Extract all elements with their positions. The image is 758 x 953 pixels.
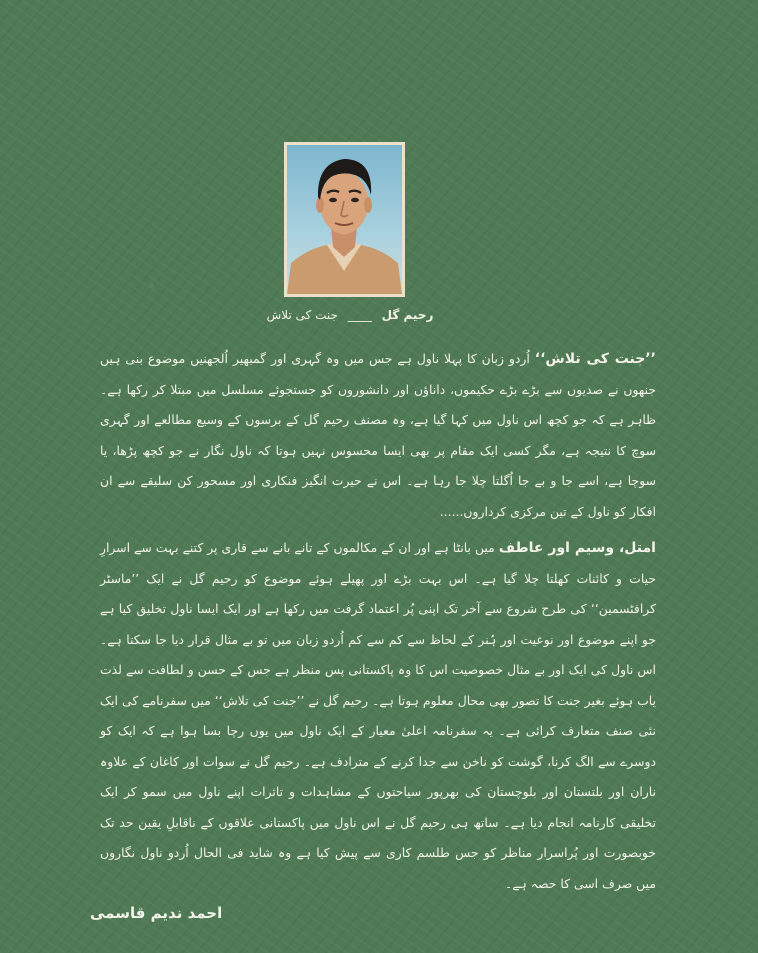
caption-dash: ____	[347, 308, 372, 322]
author-portrait	[284, 142, 405, 297]
paragraph-1	[100, 344, 656, 527]
portrait-illustration	[287, 145, 402, 294]
paragraph-2	[100, 533, 656, 899]
paragraph-2-text: میں بانٹا ہے اور ان کے مکالموں کے تانے بانے سے قاری پر کتنے بہت سے اسرارِ حیات و کائنات کھلتا چلا گیا ہے۔ اس بہت بڑے اور پھیلے ہوئے موضوع کو رحیم گل نے ایک ’’ماسٹر کرافٹسمین‘‘ کی طرح شروع سے آخر تک اپنی پُر اعتماد گرفت میں رکھا ہے اور ایک ایسا ناول تخلیق کیا ہے جو اپنے موضوع اور نوعیت اور ہُنر کے لحاظ سے کم سے کم اُردو زبان میں تو بے مثال قرار دیا جا سکتا ہے۔ اس ناول کی ایک اور بے مثال خصوصیت اس کا وہ پاکستانی پس منظر ہے جس کے حسن و لطافت سے لذت یاب ہوئے بغیر جنت کا تصور بھی محال معلوم ہوتا ہے۔ رحیم گل نے ’’جنت کی تلاش‘‘ میں سفرنامے کی ایک نئی صنف متعارف کرائی ہے۔ یہ سفرنامہ اعلیٰ معیار کے ایک ناول میں یوں رچا بسا ہوا ہے کہ ایک کو دوسرے سے الگ کرنا، گوشت کو ناخن سے جدا کرنے کے مترادف ہے۔ رحیم گل نے سوات اور کاغان کے علاوہ ناران اور بلتستان اور بلوچستان کی بھرپور سیاحتوں کے مشاہدات و تاثرات اپنے ناول میں سمو کر ایک تخلیقی کارنامہ انجام دیا ہے۔ ساتھ ہی رحیم گل نے اس ناول میں پاکستانی علاقوں کے ناقابلِ یقین حد تک خوبصورت اور پُراسرار مناظر کو جس طلسم کاری سے پیش کیا ہے وہ شاید فی الحال اُردو ناول نگاروں میں صرف اسی کا حصہ ہے۔	[100, 540, 656, 891]
portrait-caption	[250, 308, 450, 322]
characters-highlight: امتل، وسیم اور عاطف	[498, 540, 656, 556]
blurb-text	[100, 344, 656, 905]
caption-book-title: جنت کی تلاش	[266, 308, 338, 322]
caption-name: رحیم گل	[381, 308, 434, 322]
paragraph-1-text: اُردو زبان کا پہلا ناول ہے جس میں وہ گہری اور گمبھیر اُلجھنیں موضوع بنی ہیں جنھوں نے صدیوں سے بڑے بڑے حکیموں، داناؤں اور دانشوروں کو جستجوئے مسلسل میں مبتلا کر رکھا ہے۔ ظاہر ہے کہ جو کچھ اس ناول میں کہا گیا ہے، وہ مصنف رحیم گل کے برسوں کے وسیع مطالعے اور گہری سوچ کا نتیجہ ہے، مگر کسی ایک مقام پر بھی ایسا محسوس نہیں ہوتا کہ ناول نگار نے جو کچھ پڑھا، یا سوچا ہے، اسے جا و بے جا اُگلتا چلا جا رہا ہے۔ اس نے حیرت انگیز فنکاری اور مسحور کن سلیقے سے ان افکار کو ناول کے تین مرکزی کرداروں......	[100, 351, 656, 519]
author-signature: احمد ندیم قاسمی	[90, 904, 223, 922]
book-title-highlight: ’’جنت کی تلاش‘‘	[534, 351, 656, 367]
